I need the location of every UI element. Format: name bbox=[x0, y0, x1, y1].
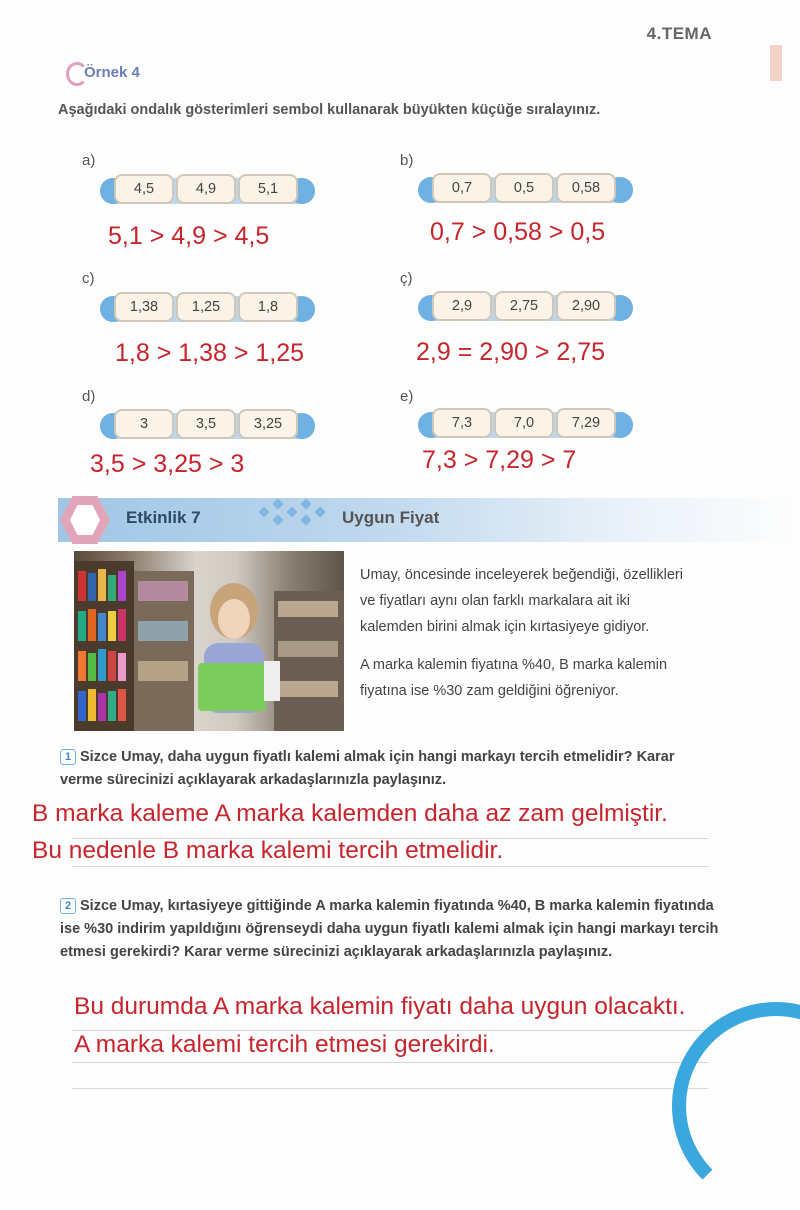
page-edge-tab bbox=[770, 45, 782, 81]
decimal-value-box: 2,90 bbox=[556, 291, 616, 321]
decimal-value-box: 2,9 bbox=[432, 291, 492, 321]
example-instruction: Aşağıdaki ondalık gösterimleri sembol kullanarak büyükten küçüğe sıralayınız. bbox=[58, 102, 601, 118]
number-strip bbox=[418, 412, 633, 438]
decimal-value-box: 5,1 bbox=[238, 174, 298, 204]
answer-line bbox=[72, 1088, 708, 1089]
decimal-value-box: 1,8 bbox=[238, 292, 298, 322]
problem-label: e) bbox=[400, 388, 414, 405]
question-1 bbox=[60, 746, 720, 792]
decimal-value-box: 1,38 bbox=[114, 292, 174, 322]
number-strip bbox=[418, 295, 633, 321]
decimal-value-box: 1,25 bbox=[176, 292, 236, 322]
decimal-value-box: 0,5 bbox=[494, 173, 554, 203]
decimal-value-box: 0,7 bbox=[432, 173, 492, 203]
question-1-number: 1 bbox=[60, 749, 76, 765]
decimal-value-box: 7,0 bbox=[494, 408, 554, 438]
decimal-value-box: 4,5 bbox=[114, 174, 174, 204]
decimal-value-box: 2,75 bbox=[494, 291, 554, 321]
decimal-value-box: 3,5 bbox=[176, 409, 236, 439]
decimal-value-box: 4,9 bbox=[176, 174, 236, 204]
number-strip bbox=[100, 178, 315, 204]
handwritten-answer: 3,5 > 3,25 > 3 bbox=[90, 450, 245, 478]
handwritten-answer: 0,7 > 0,58 > 0,5 bbox=[430, 218, 606, 246]
handwritten-answer: 2,9 = 2,90 > 2,75 bbox=[416, 338, 606, 366]
problem-label: d) bbox=[82, 388, 96, 405]
answer-1-line-2: Bu nedenle B marka kalemi tercih etmelidir. bbox=[32, 837, 504, 864]
theme-label: 4.TEMA bbox=[646, 24, 712, 43]
answer-2-line-2: A marka kalemi tercih etmesi gerekirdi. bbox=[74, 1031, 495, 1058]
answer-1-line-1: B marka kaleme A marka kalemden daha az zam gelmiştir. bbox=[32, 800, 668, 827]
problem-label: c) bbox=[82, 270, 95, 287]
handwritten-answer: 1,8 > 1,38 > 1,25 bbox=[115, 339, 305, 367]
activity-pattern-icon bbox=[250, 492, 340, 532]
question-2-number: 2 bbox=[60, 898, 76, 914]
handwritten-answer: 5,1 > 4,9 > 4,5 bbox=[108, 222, 270, 250]
answer-line bbox=[72, 1062, 708, 1063]
number-strip bbox=[100, 296, 315, 322]
decimal-value-box: 3,25 bbox=[238, 409, 298, 439]
stationery-shop-photo bbox=[74, 551, 344, 731]
problem-label: a) bbox=[82, 152, 96, 169]
decimal-value-box: 7,3 bbox=[432, 408, 492, 438]
activity-paragraph-1: Umay, öncesinde inceleyerek beğendiği, özellikleri ve fiyatları aynı olan farklı markalara ait iki kalemden birini almak için kırtasiyeye gidiyor. bbox=[360, 567, 683, 635]
decimal-value-box: 3 bbox=[114, 409, 174, 439]
decimal-value-box: 7,29 bbox=[556, 408, 616, 438]
example-title: Örnek 4 bbox=[84, 64, 140, 81]
photo-illustration bbox=[74, 551, 344, 731]
answer-line bbox=[72, 866, 708, 867]
number-strip bbox=[418, 177, 633, 203]
problem-label: b) bbox=[400, 152, 414, 169]
number-strip bbox=[100, 413, 315, 439]
handwritten-answer: 7,3 > 7,29 > 7 bbox=[422, 446, 577, 474]
question-2-text: Sizce Umay, kırtasiyeye gittiğinde A marka kalemin fiyatında %40, B marka kalemin fiyatında ise %30 indirim yapıldığını öğrenseydi daha uygun fiyatlı kalemi almak için hangi markayı tercih etmesi gerekirdi? Karar verme sürecinizi açıklayarak arkadaşlarınızla paylaşınız. bbox=[60, 898, 719, 960]
answer-2-line-1: Bu durumda A marka kalemin fiyatı daha uygun olacaktı. bbox=[74, 993, 686, 1020]
question-1-text: Sizce Umay, daha uygun fiyatlı kalemi almak için hangi markayı tercih etmelidir? Karar verme sürecinizi açıklayarak arkadaşlarınızla paylaşınız. bbox=[60, 749, 675, 788]
activity-paragraph-2: A marka kalemin fiyatına %40, B marka kalemin fiyatına ise %30 zam geldiğini öğreniyor. bbox=[360, 657, 668, 699]
question-2 bbox=[60, 895, 720, 964]
decimal-value-box: 0,58 bbox=[556, 173, 616, 203]
activity-name: Uygun Fiyat bbox=[342, 508, 440, 527]
activity-label: Etkinlik 7 bbox=[126, 508, 201, 527]
corner-decoration-arc bbox=[672, 1002, 800, 1210]
problem-label: ç) bbox=[400, 270, 413, 287]
